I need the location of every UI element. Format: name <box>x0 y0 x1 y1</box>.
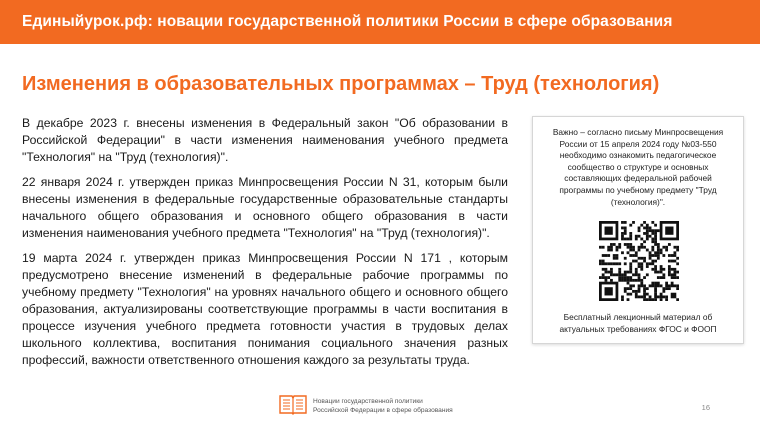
header-bar <box>0 0 760 44</box>
paragraph-1: В декабре 2023 г. внесены изменения в Федеральный закон "Об образовании в Российской Федерации" в части изменения наименования учебного предмета "Технология" на "Труд (технология)". <box>22 116 508 164</box>
body-text <box>22 115 508 377</box>
paragraph-3: 19 марта 2024 г. утвержден приказ Минпросвещения России N 171 , которым предусмотрено внесение изменений в федеральные рабочие программы по учебному предмету "Технология" на уровнях начального общего и основного общего образования, актуализированы соответствующие программы в части воспитания в процессе изучения учебного предмета готовности участия в трудовых делах школьного коллектива, воспитания понимания социального значения разных профессий, важности ответственного отношения каждого за результаты труда. <box>22 251 508 367</box>
book-icon <box>278 393 308 415</box>
qr-code-icon[interactable] <box>599 221 679 301</box>
side-notice: Важно – согласно письму Минпросвещения России от 15 апреля 2024 году №03-550 необходимо ознакомить педагогическое сообщество о структуре и основных составляющих федеральной рабочей программы по учебному предмету "Труд (технология)". <box>552 127 724 207</box>
footer-caption-line-1: Новации государственной политики <box>313 398 423 405</box>
footer-caption <box>313 398 473 415</box>
paragraph-2: 22 января 2024 г. утвержден приказ Минпросвещения России N 31, которым были внесены изменения в федеральные государственные образовательные стандарты начального общего образования и основного общего образования в части изменения наименования учебного предмета "Технология" на "Труд (технология)". <box>22 175 508 240</box>
side-panel <box>532 116 744 344</box>
page-number: 16 <box>701 403 710 412</box>
header-title: Единыйурок.рф: новации государственной политики России в сфере образования <box>22 13 673 30</box>
side-footer: Бесплатный лекционный материал об актуальных требованиях ФГОС и ФООП <box>559 312 717 334</box>
slide-title: Изменения в образовательных программах – Труд (технология) <box>22 73 660 95</box>
footer-caption-line-2: Российской Федерации в сфере образования <box>313 406 453 414</box>
